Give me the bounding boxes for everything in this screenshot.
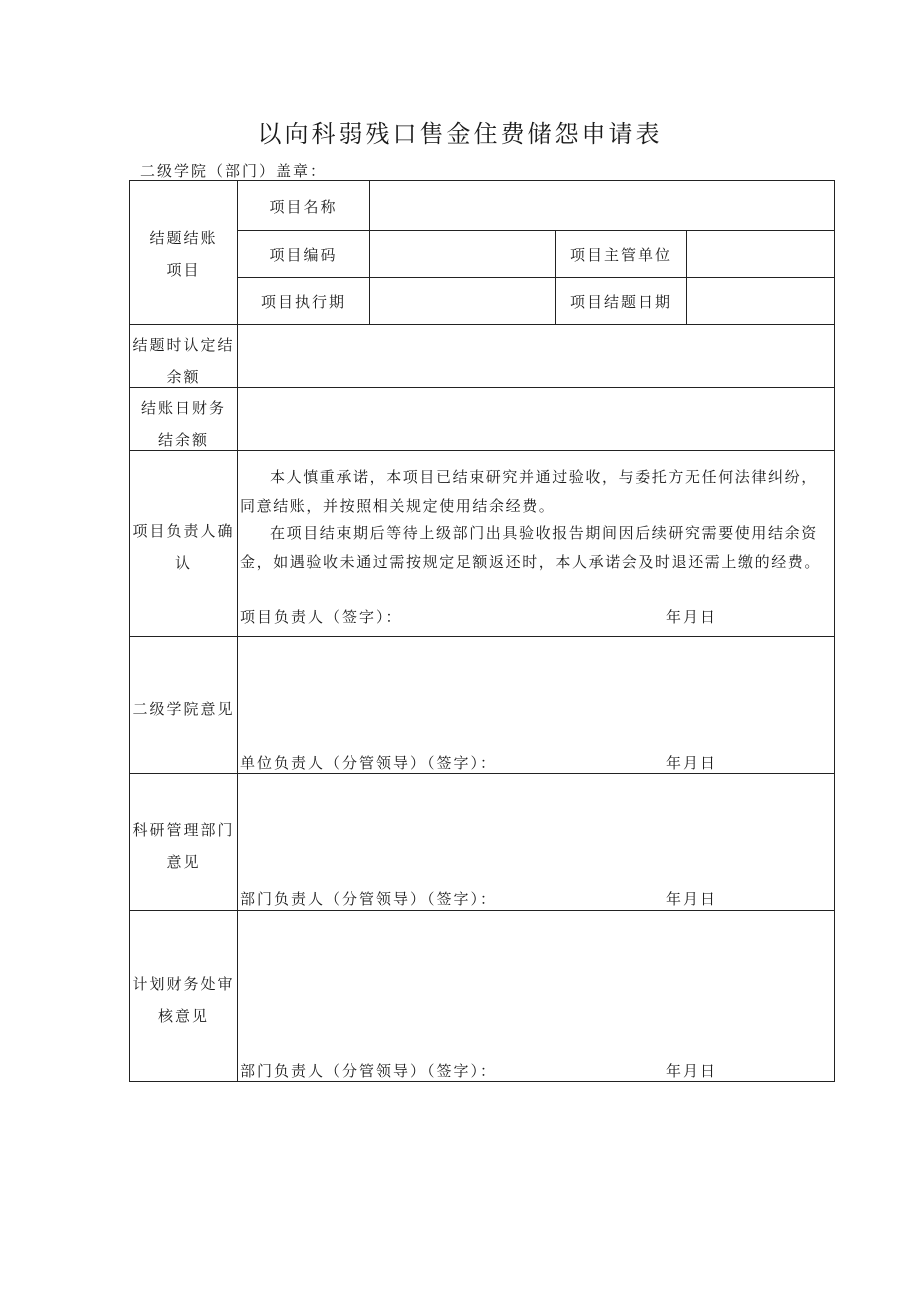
project-section-label-line1: 结题结账 xyxy=(149,229,218,247)
finance-opinion-label xyxy=(130,968,237,1032)
finance-signature-label: 部门负责人（分管领导）（签字）： xyxy=(240,1062,498,1080)
finance-opinion-field[interactable] xyxy=(238,911,834,1051)
balance-at-close-label-line2: 余额 xyxy=(166,368,201,386)
managing-unit-label: 项目主管单位 xyxy=(569,246,672,264)
managing-unit-field[interactable] xyxy=(687,231,834,276)
balance-at-account-label-line2: 结余额 xyxy=(157,431,209,449)
balance-at-close-label-line1: 结题时认定结 xyxy=(132,336,235,354)
project-name-label: 项目名称 xyxy=(269,198,338,216)
research-opinion-field[interactable] xyxy=(238,774,834,884)
research-date-label: 年月日 xyxy=(666,890,718,908)
pi-commitment-paragraph-2: 在项目结束期后等待上级部门出具验收报告期间因后续研究需要使用结余资金，如遇验收未通过需按规定足额返还时，本人承诺会及时退还需上缴的经费。 xyxy=(240,524,822,571)
project-code-field[interactable] xyxy=(370,231,554,276)
pi-confirm-label-line2: 认 xyxy=(174,554,192,572)
pi-signature-label: 项目负责人（签字）： xyxy=(240,608,403,626)
finance-opinion-label-line2: 核意见 xyxy=(157,1007,209,1025)
execution-period-label: 项目执行期 xyxy=(260,293,346,311)
pi-confirm-label xyxy=(130,515,237,579)
finance-date-label: 年月日 xyxy=(666,1062,718,1080)
balance-at-account-label xyxy=(130,392,237,456)
execution-period-field[interactable] xyxy=(370,278,554,323)
balance-at-account-label-line1: 结账日财务 xyxy=(140,399,226,417)
project-name-field[interactable] xyxy=(370,182,834,229)
research-opinion-label xyxy=(130,814,237,878)
research-signature-label: 部门负责人（分管领导）（签字）： xyxy=(240,890,498,908)
project-section-label xyxy=(130,222,237,286)
project-code-label: 项目编码 xyxy=(269,246,338,264)
finance-opinion-label-line1: 计划财务处审 xyxy=(132,975,235,993)
research-opinion-label-line1: 科研管理部门 xyxy=(132,821,235,839)
college-date-label: 年月日 xyxy=(666,754,718,772)
college-opinion-field[interactable] xyxy=(238,637,834,747)
department-seal-label: 二级学院（部门）盖章： xyxy=(140,162,328,180)
application-form xyxy=(129,180,835,1082)
pi-commitment-paragraph-1: 本人慎重承诺，本项目已结束研究并通过验收，与委托方无任何法律纠纷，同意结账，并按照相关规定使用结余经费。 xyxy=(240,468,818,515)
college-signature-label: 单位负责人（分管领导）（签字）： xyxy=(240,754,498,772)
pi-date-label: 年月日 xyxy=(666,608,718,626)
pi-confirm-label-line1: 项目负责人确 xyxy=(132,522,235,540)
form-title: 以向科弱残口售金住费储怨申请表 xyxy=(257,120,663,148)
balance-at-close-label xyxy=(130,329,237,393)
balance-at-close-field[interactable] xyxy=(238,325,834,386)
project-section-label-line2: 项目 xyxy=(166,261,201,279)
balance-at-account-field[interactable] xyxy=(238,388,834,449)
research-opinion-label-line2: 意见 xyxy=(166,853,201,871)
college-opinion-label: 二级学院意见 xyxy=(132,700,235,718)
close-date-field[interactable] xyxy=(687,278,834,323)
close-date-label: 项目结题日期 xyxy=(569,293,672,311)
